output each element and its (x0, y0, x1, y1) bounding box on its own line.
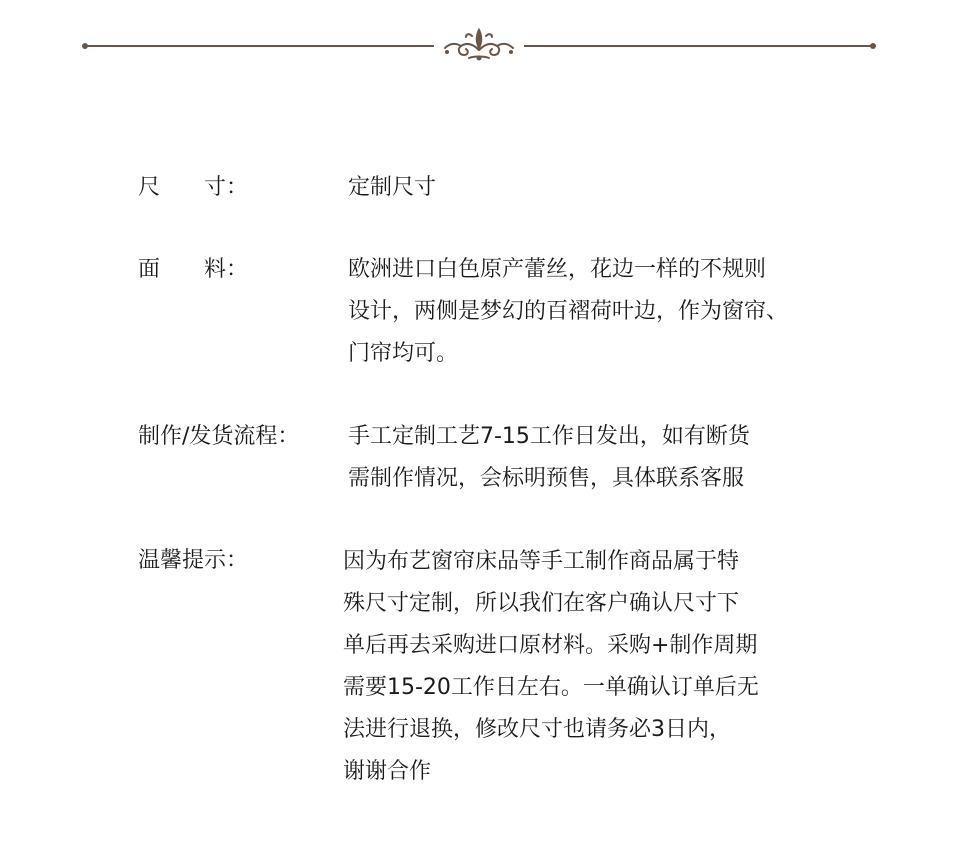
divider-line-right (524, 45, 874, 47)
spec-value-line: 单后再去采购进口原材料。采购+制作周期 (343, 633, 758, 658)
spec-value-line: 因为布艺窗帘床品等手工制作商品属于特 (343, 549, 740, 574)
spec-value-line: 门帘均可。 (348, 341, 459, 366)
spec-value (348, 167, 436, 209)
ornamental-divider (84, 22, 874, 68)
spec-value-line: 设计，两侧是梦幻的百褶荷叶边，作为窗帘、 (348, 299, 789, 324)
spec-value-line: 法进行退换，修改尺寸也请务必3日内， (343, 717, 731, 742)
spec-label: 面 料： (138, 257, 249, 282)
spec-value-line: 定制尺寸 (348, 175, 437, 200)
spec-value-line: 手工定制工艺7-15工作日发出，如有断货 (348, 424, 750, 449)
divider-line-left (84, 45, 434, 47)
spec-label: 温馨提示： (138, 548, 249, 573)
spec-value-line: 需制作情况，会标明预售，具体联系客服 (348, 466, 745, 491)
spec-value-line: 殊尺寸定制，所以我们在客户确认尺寸下 (343, 591, 740, 616)
spec-value-line: 欧洲进口白色原产蕾丝，花边一样的不规则 (348, 257, 767, 282)
spec-label: 制作/发货流程： (138, 424, 300, 449)
spec-value (348, 416, 750, 500)
spec-value-line: 谢谢合作 (343, 759, 432, 784)
spec-value (343, 541, 759, 793)
spec-label: 尺 寸： (138, 175, 249, 200)
flourish-ornament-icon (439, 22, 519, 68)
spec-value (348, 249, 788, 375)
divider-end-dot (870, 43, 876, 49)
spec-value-line: 需要15-20工作日左右。一单确认订单后无 (343, 675, 759, 700)
